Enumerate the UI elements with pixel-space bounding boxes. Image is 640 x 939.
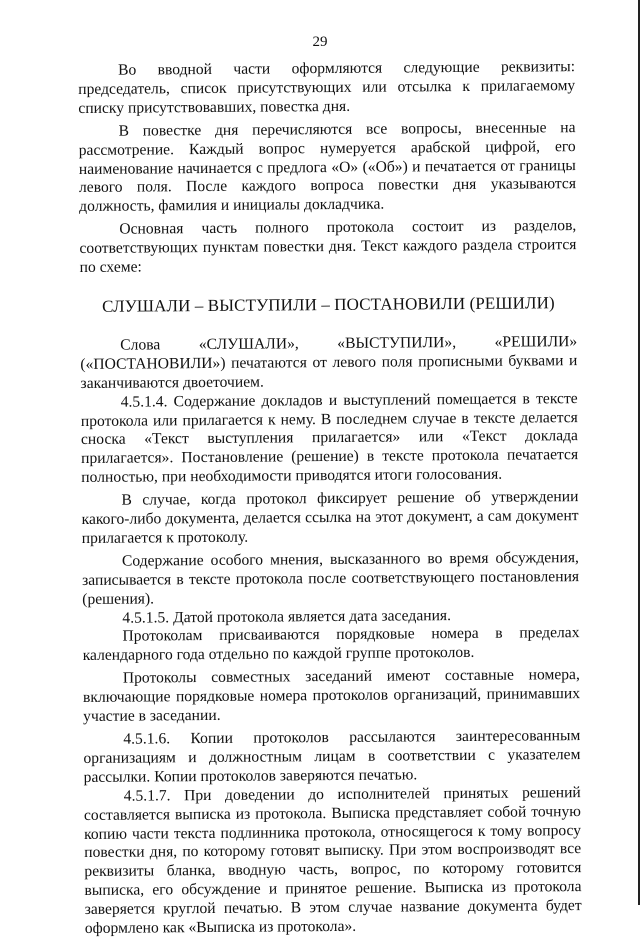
paragraph-section-4-5-1-6: 4.5.1.6. Копии протоколов рассылаются заинтересованным организациям и должностным лицам в соответствии с указателем рассылки. Копии протоколов заверяются печатью.: [83, 727, 581, 786]
paragraph-section-4-5-1-5: 4.5.1.5. Датой протокола является дата заседания.: [122, 606, 452, 627]
paragraph-intro-requisites: Во вводной части оформляются следующие реквизиты: председатель, список присутствующих или отсылка к прилагаемому списку присутствовавших, повестка дня.: [78, 58, 576, 117]
page-number: 29: [312, 34, 328, 50]
paragraph-special-opinion: Содержание особого мнения, высказанного во время обсуждения, записывается в тексте протокола после соответствующего постановления (решения).: [82, 548, 580, 608]
paragraph-joint-meetings: Протоколы совместных заседаний имеют составные номера, включающие порядковые номера протоколов организаций, принимавших участие в заседании.: [82, 666, 581, 726]
paragraph-numbering: Протоколам присваиваются порядковые номера в пределах календарного года отдельно по каждой группе протоколов.: [82, 624, 580, 665]
paragraph-words-uppercase: Слова «СЛУШАЛИ», «ВЫСТУПИЛИ», «РЕШИЛИ» («ПОСТАНОВИЛИ») печатаются от левого поля прописными буквами и заканчиваются двоеточием.: [80, 332, 578, 392]
paragraph-main-part: Основная часть полного протокола состоит из разделов, соответствующих пунктам повестки дня. Текст каждого раздела строится по схеме:: [79, 217, 577, 277]
paragraph-section-4-5-1-4: 4.5.1.4. Содержание докладов и выступлений помещается в тексте протокола или прилагается к нему. В последнем случае в тексте делается сноска «Текст выступления прилагается» или «Текст доклада прилагается». Постановление (решение) в тексте протокола печатается полностью, при необходимости приводятся итоги голосования.: [80, 389, 579, 487]
paragraph-document-approval: В случае, когда протокол фиксирует решение об утверждении какого-либо документа, делается ссылка на этот документ, а сам документ прилагается к протоколу.: [81, 488, 579, 547]
page-body: [78, 58, 582, 939]
paragraph-section-4-5-1-7: 4.5.1.7. При доведении до исполнителей принятых решений составляется выписка из протокола. Выписка представляет собой точную копию части текста подлинника протокола, относящегося к тому вопросу повестки дня, по которому готовят выписку. При этом воспроизводят все реквизиты бланка, вводную часть, вопрос, по которому готовится выписка, его обсуждение и принятое решение. Выписка из протокола заверяется круглой печатью. В этом случае название документа будет оформлено как «Выписка из протокола».: [83, 783, 582, 938]
scheme-heading: СЛУШАЛИ – ВЫСТУПИЛИ – ПОСТАНОВИЛИ (РЕШИЛИ): [101, 293, 555, 316]
paragraph-agenda: В повестке дня перечисляются все вопросы, внесенные на рассмотрение. Каждый вопрос нумеруется арабской цифрой, его наименование начинается с предлога «О» («Об») и печатается от границы левого поля. После каждого вопроса повестки дня указываются должность, фамилия и инициалы докладчика.: [78, 118, 577, 216]
